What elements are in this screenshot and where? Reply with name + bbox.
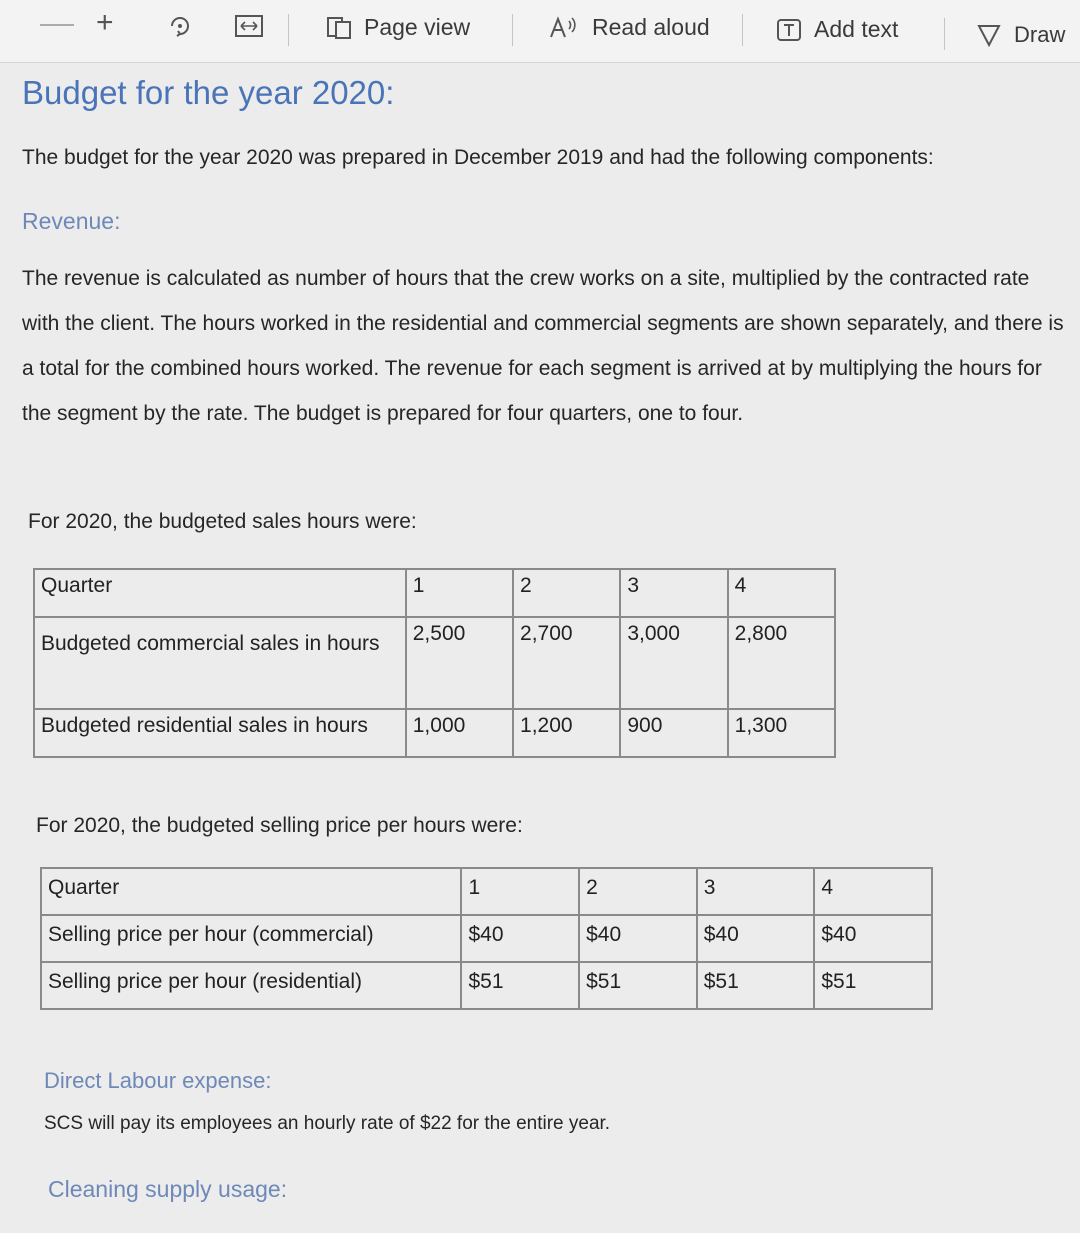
table-cell: 1 — [461, 868, 579, 915]
table-cell: $51 — [697, 962, 815, 1009]
read-aloud-button[interactable] — [548, 14, 710, 41]
table-row — [34, 617, 835, 709]
price-intro: For 2020, the budgeted selling price per hours were: — [36, 814, 523, 837]
sales-hours-intro: For 2020, the budgeted sales hours were: — [28, 510, 417, 533]
table-cell: Selling price per hour (commercial) — [41, 915, 461, 962]
table-cell: $40 — [814, 915, 932, 962]
table-cell: 4 — [728, 569, 835, 617]
table-cell: Budgeted commercial sales in hours — [34, 617, 406, 709]
table-cell: Selling price per hour (residential) — [41, 962, 461, 1009]
table-cell: $40 — [697, 915, 815, 962]
revenue-paragraph: The revenue is calculated as number of hours that the crew works on a site, multiplied by the contracted rate with the client. The hours worked in the residential and commercial segments are shown separately, and there is a total for the combined hours worked. The revenue for each segment is arrived at by multiplying the hours for the segment by the rate. The budget is prepared for four quarters, one to four. — [22, 267, 1064, 425]
intro-text: The budget for the year 2020 was prepared in December 2019 and had the following components: — [22, 146, 934, 169]
table-cell: $51 — [814, 962, 932, 1009]
table-cell: 1 — [406, 569, 513, 617]
toolbar-separator — [742, 14, 743, 46]
draw-icon — [976, 23, 1002, 47]
table-cell: $51 — [579, 962, 697, 1009]
labour-heading: Direct Labour expense: — [44, 1068, 272, 1093]
labour-text: SCS will pay its employees an hourly rate of $22 for the entire year. — [44, 1113, 611, 1134]
table-cell: 2,500 — [406, 617, 513, 709]
table-cell: $40 — [461, 915, 579, 962]
table-row — [34, 569, 835, 617]
table-cell: Budgeted residential sales in hours — [34, 709, 406, 757]
draw-label: Draw — [1014, 22, 1066, 47]
table-cell: 2,700 — [513, 617, 620, 709]
table-cell: 4 — [814, 868, 932, 915]
table-row — [41, 868, 932, 915]
zoom-in-icon[interactable]: + — [96, 6, 114, 39]
table-cell: 1,000 — [406, 709, 513, 757]
table-cell: 1,200 — [513, 709, 620, 757]
page-view-icon — [326, 16, 352, 40]
sales-hours-table — [33, 568, 836, 758]
reader-toolbar — [0, 0, 1080, 63]
table-cell: $51 — [461, 962, 579, 1009]
add-text-label: Add text — [814, 16, 899, 42]
table-row — [41, 962, 932, 1009]
table-cell: 2,800 — [728, 617, 835, 709]
fit-width-icon[interactable] — [234, 13, 264, 39]
table-row — [34, 709, 835, 757]
selling-price-table — [40, 867, 933, 1010]
toolbar-separator — [512, 14, 513, 46]
table-row — [41, 915, 932, 962]
add-text-button[interactable] — [776, 16, 898, 43]
read-aloud-icon — [548, 15, 580, 41]
draw-button[interactable] — [976, 22, 1065, 48]
table-cell: 2 — [513, 569, 620, 617]
toolbar-separator — [288, 14, 289, 46]
page-view-button[interactable] — [326, 14, 470, 41]
read-aloud-label: Read aloud — [592, 14, 710, 40]
page-view-label: Page view — [364, 14, 471, 40]
table-cell: 3 — [697, 868, 815, 915]
minimize-icon[interactable] — [40, 24, 74, 26]
table-cell: $40 — [579, 915, 697, 962]
table-cell: 2 — [579, 868, 697, 915]
table-cell: Quarter — [41, 868, 461, 915]
page-title: Budget for the year 2020: — [22, 74, 395, 111]
table-cell: 900 — [620, 709, 727, 757]
table-cell: 3 — [620, 569, 727, 617]
table-cell: 1,300 — [728, 709, 835, 757]
revenue-heading: Revenue: — [22, 208, 121, 234]
toolbar-separator — [944, 18, 945, 50]
table-cell: Quarter — [34, 569, 406, 617]
rotate-icon[interactable] — [166, 12, 194, 40]
add-text-icon — [776, 18, 802, 42]
table-cell: 3,000 — [620, 617, 727, 709]
cleaning-heading: Cleaning supply usage: — [48, 1176, 288, 1202]
